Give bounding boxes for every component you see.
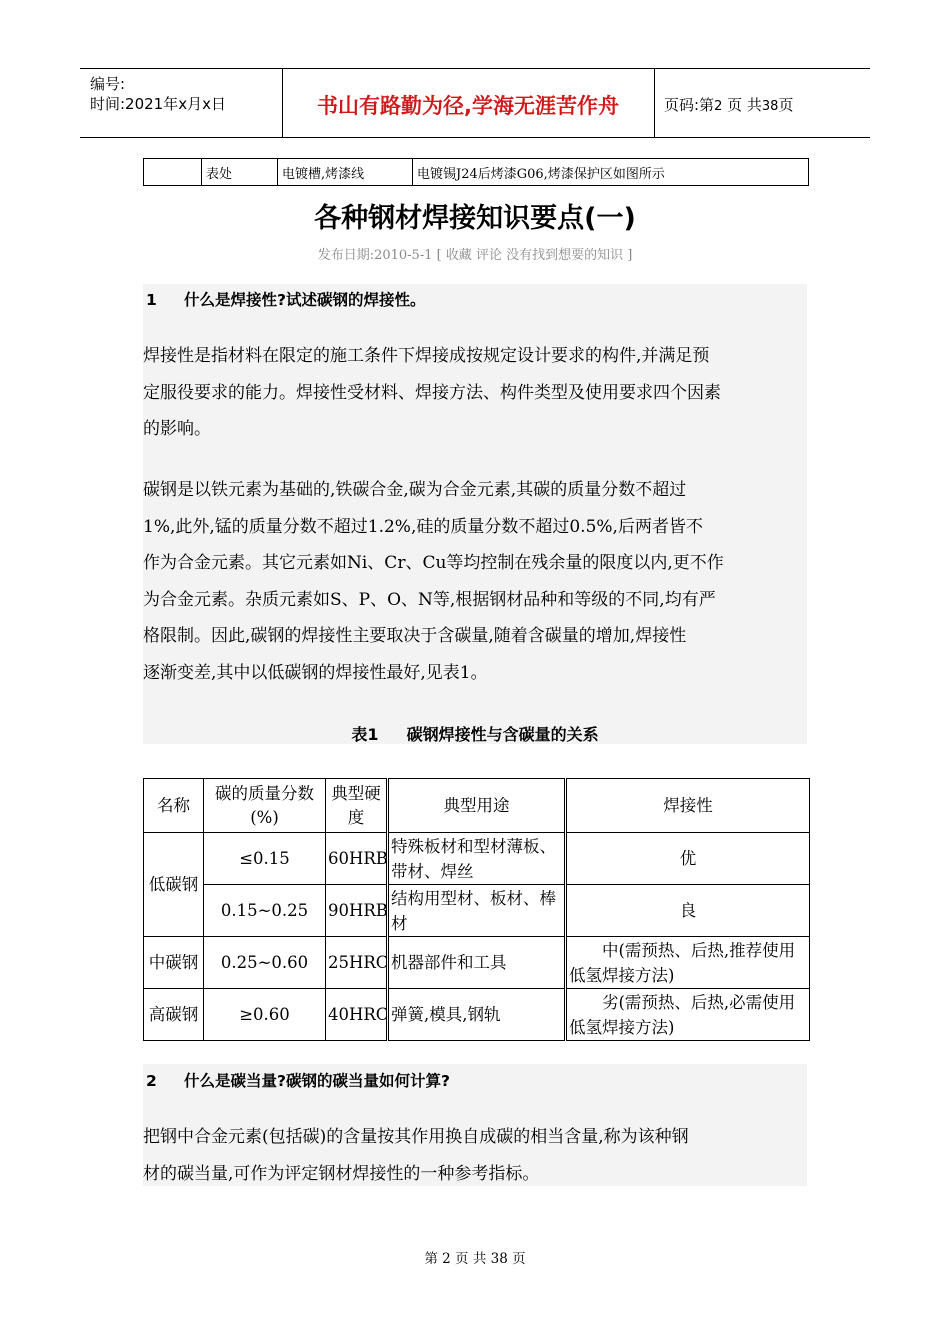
table-header-row [144, 779, 810, 833]
weldability: 中(需预热、后热,推荐使用低氢焊接方法) [566, 937, 810, 989]
table-row [144, 937, 810, 989]
fragment-table [143, 158, 809, 186]
paragraph: 把钢中合金元素(包括碳)的含量按其作用换自成碳的相当含量,称为该种钢 材的碳当量,可作为评定钢材焊接性的一种参考指标。 [143, 1127, 689, 1184]
typical-use: 弹簧,模具,钢轨 [388, 989, 566, 1041]
weldability: 优 [566, 833, 810, 885]
question-heading: 2 什么是碳当量?碳钢的碳当量如何计算? [146, 1072, 450, 1090]
hardness: 60HRB [326, 833, 388, 885]
page-header [80, 68, 870, 138]
column-header: 碳的质量分数(%) [204, 779, 326, 833]
table-row [144, 989, 810, 1041]
steel-name: 低碳钢 [144, 833, 204, 937]
column-header: 名称 [144, 779, 204, 833]
carbon-content: 0.15~0.25 [204, 885, 326, 937]
column-header: 焊接性 [566, 779, 810, 833]
typical-use: 结构用型材、板材、棒材 [388, 885, 566, 937]
paragraph: 碳钢是以铁元素为基础的,铁碳合金,碳为合金元素,其碳的质量分数不超过 1%,此外,锰的质量分数不超过1.2%,硅的质量分数不超过0.5%,后两者皆不 作为合金元素。其它元素如Ni、Cr、Cu等均控制在残余量的限度以内,更不作 为合金元素。杂质元素如S、P、O、N等,根据钢材品种和等级的不同,均有严 格限制。因此,碳钢的焊接性主要取决于含碳量,随着含碳量的增加,焊接性 逐渐变差,其中以低碳钢的焊接性最好,见表1。 [143, 480, 724, 683]
steel-name: 高碳钢 [144, 989, 204, 1041]
carbon-steel-table [143, 778, 810, 1041]
column-header: 典型硬度 [326, 779, 388, 833]
carbon-content: 0.25~0.60 [204, 937, 326, 989]
table-row [144, 833, 810, 885]
table-caption: 表1 碳钢焊接性与含碳量的关系 [351, 725, 599, 744]
weldability: 劣(需预热、后热,必需使用低氢焊接方法) [566, 989, 810, 1041]
table-cell: 电镀槽,烤漆线 [278, 159, 413, 186]
paragraph: 焊接性是指材料在限定的施工条件下焊接成按规定设计要求的构件,并满足预 定服役要求的能力。焊接性受材料、焊接方法、构件类型及使用要求四个因素 的影响。 [143, 346, 721, 439]
page-footer: 第 2 页 共 38 页 [424, 1251, 526, 1267]
carbon-content: ≤0.15 [204, 833, 326, 885]
article-meta: 发布日期:2010-5-1 [ 收藏 评论 没有找到想要的知识 ] [317, 248, 633, 263]
steel-name: 中碳钢 [144, 937, 204, 989]
question-heading: 1 什么是焊接性?试述碳钢的焊接性。 [146, 291, 426, 309]
typical-use: 机器部件和工具 [388, 937, 566, 989]
table-row [144, 159, 809, 186]
article-title: 各种钢材焊接知识要点(一) [314, 203, 636, 234]
hardness: 25HRC [326, 937, 388, 989]
document-number-label: 编号: [90, 75, 126, 93]
column-header: 典型用途 [388, 779, 566, 833]
hardness: 40HRC [326, 989, 388, 1041]
carbon-content: ≥0.60 [204, 989, 326, 1041]
document-time-label: 时间:2021年x月x日 [90, 95, 226, 113]
header-page-number: 页码:第2 页 共38页 [664, 96, 794, 114]
table-cell: 表处 [202, 159, 278, 186]
weldability: 良 [566, 885, 810, 937]
table-cell: 电镀锡J24后烤漆G06,烤漆保护区如图所示 [413, 159, 809, 186]
hardness: 90HRB [326, 885, 388, 937]
typical-use: 特殊板材和型材薄板、带材、焊丝 [388, 833, 566, 885]
table-row [144, 885, 810, 937]
table-cell [144, 159, 202, 186]
header-motto: 书山有路勤为径,学海无涯苦作舟 [317, 94, 619, 118]
